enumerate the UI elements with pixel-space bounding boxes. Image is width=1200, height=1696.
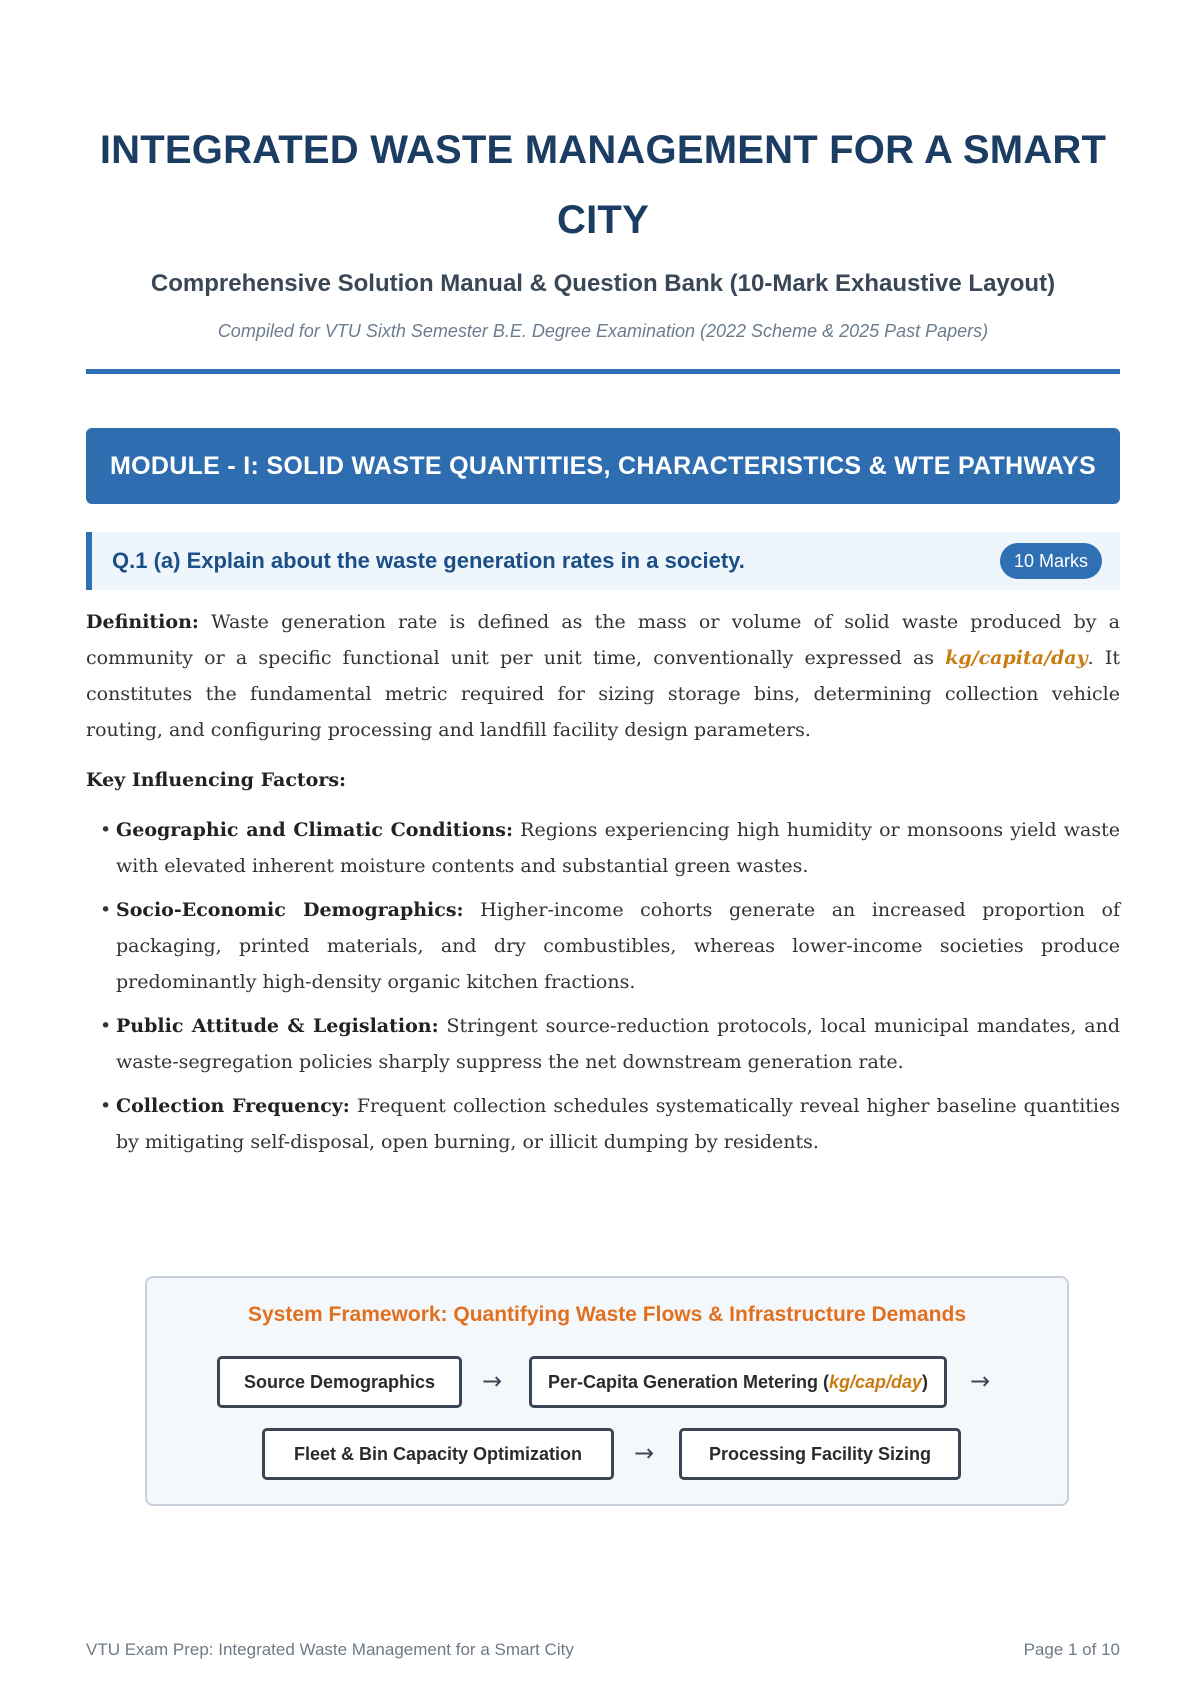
bullet-icon: • xyxy=(100,1095,112,1117)
node-source-demographics: Source Demographics xyxy=(217,1356,462,1408)
factor-label: Socio-Economic Demographics: xyxy=(116,899,464,921)
node-processing-facility-sizing: Processing Facility Sizing xyxy=(679,1428,961,1480)
document-title: INTEGRATED WASTE MANAGEMENT FOR A SMART CITY xyxy=(99,128,1107,242)
question-text: Q.1 (a) Explain about the waste generation rates in a society. xyxy=(112,548,745,573)
document-page xyxy=(86,0,1120,1168)
page-number: Page 1 of 10 xyxy=(1023,1640,1120,1659)
arrow-icon: → xyxy=(970,1367,991,1395)
list-item xyxy=(86,1008,1120,1080)
list-item xyxy=(86,812,1120,884)
module-banner: MODULE - I: SOLID WASTE QUANTITIES, CHARACTERISTICS & WTE PATHWAYS xyxy=(86,428,1120,504)
bullet-icon: • xyxy=(100,1015,112,1037)
framework-title: System Framework: Quantifying Waste Flows & Infrastructure Demands xyxy=(247,1303,967,1326)
document-subtitle: Comprehensive Solution Manual & Question Bank (10-Mark Exhaustive Layout) xyxy=(150,270,1056,297)
factors-heading: Key Influencing Factors: xyxy=(86,769,347,791)
compiled-for-note: Compiled for VTU Sixth Semester B.E. Degree Examination (2022 Scheme & 2025 Past Papers) xyxy=(217,321,989,341)
definition-text-after: . It constitutes the fundamental metric required for sizing storage bins, determining collection vehicle routing, and configuring processing and landfill facility design parameters. xyxy=(86,647,1120,741)
definition-text-before: Waste generation rate is defined as the mass or volume of solid waste produced by a community or a specific functional unit per unit time, conventionally expressed as xyxy=(86,611,1120,669)
list-item xyxy=(86,1088,1120,1160)
node-unit: kg/cap/day xyxy=(829,1371,923,1392)
factor-text: Higher-income cohorts generate an increased proportion of packaging, printed materials, and dry combustibles, whereas lower-income societies produce predominantly high-density organic kitchen fractions. xyxy=(116,899,1121,993)
arrow-icon: → xyxy=(634,1439,655,1467)
factor-label: Public Attitude & Legislation: xyxy=(116,1015,439,1037)
definition-label: Definition: xyxy=(86,611,199,633)
header-divider xyxy=(86,369,1120,374)
bullet-icon: • xyxy=(100,899,112,921)
marks-badge: 10 Marks xyxy=(1000,543,1102,579)
factor-label: Collection Frequency: xyxy=(116,1095,350,1117)
factor-label: Geographic and Climatic Conditions: xyxy=(116,819,513,841)
factor-text: Frequent collection schedules systematically reveal higher baseline quantities by mitigating self-disposal, open burning, or illicit dumping by residents. xyxy=(116,1095,1120,1153)
question-header xyxy=(86,532,1120,590)
definition-unit: kg/capita/day xyxy=(945,647,1088,669)
factor-text: Stringent source-reduction protocols, local municipal mandates, and waste-segregation policies sharply suppress the net downstream generation rate. xyxy=(116,1015,1121,1073)
bullet-icon: • xyxy=(100,819,112,841)
node-label: Per-Capita Generation Metering ( xyxy=(547,1371,829,1392)
system-framework-diagram xyxy=(145,1276,1069,1506)
arrow-icon: → xyxy=(482,1367,503,1395)
factors-list xyxy=(86,812,1120,1160)
footer-left: VTU Exam Prep: Integrated Waste Management for a Smart City xyxy=(86,1640,574,1659)
node-fleet-bin-optimization: Fleet & Bin Capacity Optimization xyxy=(262,1428,614,1480)
list-item xyxy=(86,892,1120,1000)
node-per-capita-metering xyxy=(529,1356,947,1408)
definition-paragraph xyxy=(86,604,1120,748)
node-label-end: ) xyxy=(922,1371,929,1392)
factor-text: Regions experiencing high humidity or monsoons yield waste with elevated inherent moisture contents and substantial green wastes. xyxy=(116,819,1121,877)
